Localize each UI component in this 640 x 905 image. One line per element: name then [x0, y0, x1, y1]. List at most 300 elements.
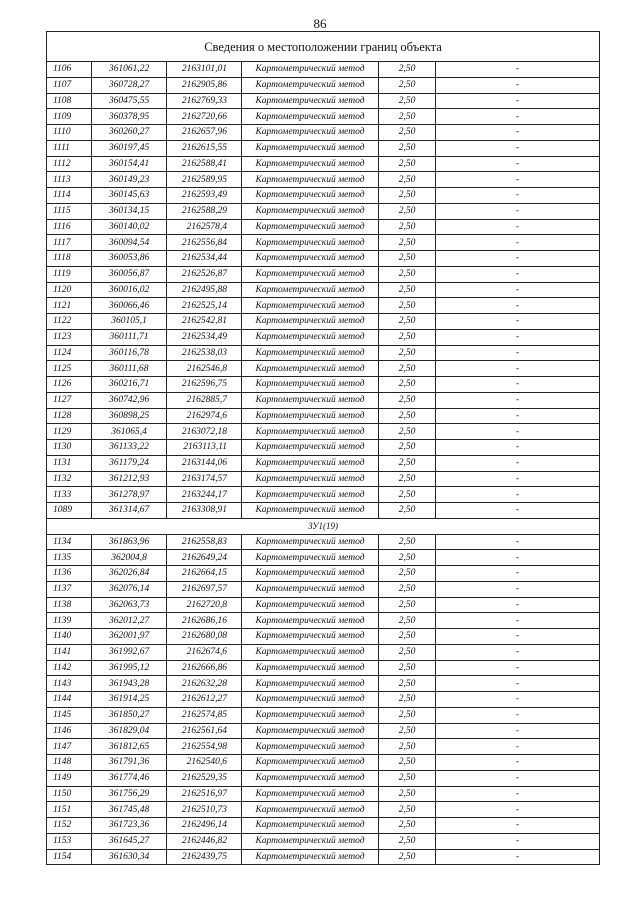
table-row — [47, 251, 600, 267]
point-number-cell: 1142 — [47, 660, 92, 676]
table-row — [47, 770, 600, 786]
note-cell: - — [436, 802, 600, 818]
note-cell: - — [436, 203, 600, 219]
method-cell: Картометрический метод — [242, 723, 379, 739]
point-number-cell: 1126 — [47, 377, 92, 393]
method-cell: Картометрический метод — [242, 172, 379, 188]
point-number-cell: 1123 — [47, 329, 92, 345]
note-cell: - — [436, 140, 600, 156]
method-cell: Картометрический метод — [242, 471, 379, 487]
note-cell: - — [436, 739, 600, 755]
method-cell: Картометрический метод — [242, 660, 379, 676]
point-number-cell: 1135 — [47, 550, 92, 566]
precision-cell: 2,50 — [379, 93, 436, 109]
method-cell: Картометрический метод — [242, 377, 379, 393]
table-row — [47, 534, 600, 550]
point-number-cell: 1140 — [47, 629, 92, 645]
y-coordinate-cell: 2162510,73 — [167, 802, 242, 818]
table-row — [47, 219, 600, 235]
point-number-cell: 1138 — [47, 597, 92, 613]
table-row — [47, 329, 600, 345]
x-coordinate-cell: 360116,78 — [92, 345, 167, 361]
note-cell: - — [436, 644, 600, 660]
method-cell: Картометрический метод — [242, 329, 379, 345]
method-cell: Картометрический метод — [242, 282, 379, 298]
point-number-cell: 1145 — [47, 707, 92, 723]
note-cell: - — [436, 62, 600, 78]
point-number-cell: 1150 — [47, 786, 92, 802]
table-row — [47, 455, 600, 471]
table-row — [47, 487, 600, 503]
note-cell: - — [436, 534, 600, 550]
table-row — [47, 345, 600, 361]
table-row — [47, 550, 600, 566]
y-coordinate-cell: 2162885,7 — [167, 392, 242, 408]
y-coordinate-cell: 2162540,6 — [167, 755, 242, 771]
x-coordinate-cell: 360016,02 — [92, 282, 167, 298]
table-row — [47, 707, 600, 723]
note-cell: - — [436, 723, 600, 739]
y-coordinate-cell: 2162534,49 — [167, 329, 242, 345]
x-coordinate-cell: 361850,27 — [92, 707, 167, 723]
precision-cell: 2,50 — [379, 770, 436, 786]
boundary-table — [46, 31, 600, 865]
y-coordinate-cell: 2162588,29 — [167, 203, 242, 219]
method-cell: Картометрический метод — [242, 786, 379, 802]
method-cell: Картометрический метод — [242, 676, 379, 692]
y-coordinate-cell: 2162974,6 — [167, 408, 242, 424]
table-row — [47, 109, 600, 125]
method-cell: Картометрический метод — [242, 93, 379, 109]
y-coordinate-cell: 2162612,27 — [167, 692, 242, 708]
y-coordinate-cell: 2162495,88 — [167, 282, 242, 298]
table-row — [47, 597, 600, 613]
x-coordinate-cell: 360728,27 — [92, 77, 167, 93]
table-row — [47, 93, 600, 109]
y-coordinate-cell: 2162720,66 — [167, 109, 242, 125]
y-coordinate-cell: 2163101,01 — [167, 62, 242, 78]
y-coordinate-cell: 2162496,14 — [167, 818, 242, 834]
method-cell: Картометрический метод — [242, 345, 379, 361]
table-row — [47, 786, 600, 802]
precision-cell: 2,50 — [379, 833, 436, 849]
point-number-cell: 1122 — [47, 314, 92, 330]
group-header-row — [47, 518, 600, 534]
note-cell: - — [436, 770, 600, 786]
precision-cell: 2,50 — [379, 77, 436, 93]
precision-cell: 2,50 — [379, 487, 436, 503]
note-cell: - — [436, 156, 600, 172]
x-coordinate-cell: 361212,93 — [92, 471, 167, 487]
precision-cell: 2,50 — [379, 172, 436, 188]
note-cell: - — [436, 818, 600, 834]
method-cell: Картометрический метод — [242, 314, 379, 330]
y-coordinate-cell: 2162720,8 — [167, 597, 242, 613]
y-coordinate-cell: 2162546,8 — [167, 361, 242, 377]
method-cell: Картометрический метод — [242, 613, 379, 629]
method-cell: Картометрический метод — [242, 534, 379, 550]
point-number-cell: 1137 — [47, 581, 92, 597]
x-coordinate-cell: 361943,28 — [92, 676, 167, 692]
x-coordinate-cell: 360111,71 — [92, 329, 167, 345]
method-cell: Картометрический метод — [242, 140, 379, 156]
x-coordinate-cell: 361133,22 — [92, 440, 167, 456]
y-coordinate-cell: 2162680,08 — [167, 629, 242, 645]
point-number-cell: 1112 — [47, 156, 92, 172]
precision-cell: 2,50 — [379, 140, 436, 156]
x-coordinate-cell: 361061,22 — [92, 62, 167, 78]
precision-cell: 2,50 — [379, 298, 436, 314]
method-cell: Картометрический метод — [242, 392, 379, 408]
table-row — [47, 676, 600, 692]
method-cell: Картометрический метод — [242, 487, 379, 503]
precision-cell: 2,50 — [379, 676, 436, 692]
precision-cell: 2,50 — [379, 62, 436, 78]
table-row — [47, 314, 600, 330]
x-coordinate-cell: 361630,34 — [92, 849, 167, 865]
note-cell: - — [436, 755, 600, 771]
point-number-cell: 1089 — [47, 503, 92, 519]
y-coordinate-cell: 2162588,41 — [167, 156, 242, 172]
y-coordinate-cell: 2162574,85 — [167, 707, 242, 723]
x-coordinate-cell: 360149,23 — [92, 172, 167, 188]
note-cell: - — [436, 613, 600, 629]
note-cell: - — [436, 471, 600, 487]
y-coordinate-cell: 2162534,44 — [167, 251, 242, 267]
y-coordinate-cell: 2162674,6 — [167, 644, 242, 660]
note-cell: - — [436, 77, 600, 93]
precision-cell: 2,50 — [379, 377, 436, 393]
x-coordinate-cell: 361745,48 — [92, 802, 167, 818]
x-coordinate-cell: 362063,73 — [92, 597, 167, 613]
point-number-cell: 1111 — [47, 140, 92, 156]
method-cell: Картометрический метод — [242, 235, 379, 251]
y-coordinate-cell: 2163308,91 — [167, 503, 242, 519]
point-number-cell: 1133 — [47, 487, 92, 503]
x-coordinate-cell: 361914,25 — [92, 692, 167, 708]
y-coordinate-cell: 2162529,35 — [167, 770, 242, 786]
y-coordinate-cell: 2162769,33 — [167, 93, 242, 109]
x-coordinate-cell: 360105,1 — [92, 314, 167, 330]
note-cell: - — [436, 597, 600, 613]
point-number-cell: 1139 — [47, 613, 92, 629]
precision-cell: 2,50 — [379, 550, 436, 566]
table-row — [47, 471, 600, 487]
method-cell: Картометрический метод — [242, 251, 379, 267]
note-cell: - — [436, 298, 600, 314]
method-cell: Картометрический метод — [242, 833, 379, 849]
table-row — [47, 298, 600, 314]
point-number-cell: 1144 — [47, 692, 92, 708]
x-coordinate-cell: 361645,27 — [92, 833, 167, 849]
x-coordinate-cell: 360216,71 — [92, 377, 167, 393]
note-cell: - — [436, 408, 600, 424]
note-cell: - — [436, 282, 600, 298]
note-cell: - — [436, 660, 600, 676]
point-number-cell: 1143 — [47, 676, 92, 692]
point-number-cell: 1154 — [47, 849, 92, 865]
y-coordinate-cell: 2162905,86 — [167, 77, 242, 93]
y-coordinate-cell: 2162538,03 — [167, 345, 242, 361]
x-coordinate-cell: 361756,29 — [92, 786, 167, 802]
x-coordinate-cell: 361278,97 — [92, 487, 167, 503]
note-cell: - — [436, 93, 600, 109]
precision-cell: 2,50 — [379, 802, 436, 818]
precision-cell: 2,50 — [379, 109, 436, 125]
x-coordinate-cell: 360094,54 — [92, 235, 167, 251]
precision-cell: 2,50 — [379, 723, 436, 739]
x-coordinate-cell: 361863,96 — [92, 534, 167, 550]
y-coordinate-cell: 2162589,95 — [167, 172, 242, 188]
x-coordinate-cell: 360898,25 — [92, 408, 167, 424]
y-coordinate-cell: 2162516,97 — [167, 786, 242, 802]
precision-cell: 2,50 — [379, 597, 436, 613]
note-cell: - — [436, 251, 600, 267]
x-coordinate-cell: 361791,36 — [92, 755, 167, 771]
precision-cell: 2,50 — [379, 188, 436, 204]
x-coordinate-cell: 360145,63 — [92, 188, 167, 204]
table-row — [47, 62, 600, 78]
point-number-cell: 1147 — [47, 739, 92, 755]
point-number-cell: 1130 — [47, 440, 92, 456]
table-row — [47, 377, 600, 393]
point-number-cell: 1127 — [47, 392, 92, 408]
x-coordinate-cell: 360053,86 — [92, 251, 167, 267]
note-cell: - — [436, 172, 600, 188]
point-number-cell: 1117 — [47, 235, 92, 251]
method-cell: Картометрический метод — [242, 581, 379, 597]
precision-cell: 2,50 — [379, 266, 436, 282]
note-cell: - — [436, 629, 600, 645]
x-coordinate-cell: 361812,65 — [92, 739, 167, 755]
table-row — [47, 833, 600, 849]
x-coordinate-cell: 360154,41 — [92, 156, 167, 172]
table-row — [47, 361, 600, 377]
x-coordinate-cell: 361995,12 — [92, 660, 167, 676]
point-number-cell: 1128 — [47, 408, 92, 424]
x-coordinate-cell: 362004,8 — [92, 550, 167, 566]
y-coordinate-cell: 2162649,24 — [167, 550, 242, 566]
note-cell: - — [436, 219, 600, 235]
point-number-cell: 1134 — [47, 534, 92, 550]
point-number-cell: 1110 — [47, 125, 92, 141]
y-coordinate-cell: 2162556,84 — [167, 235, 242, 251]
method-cell: Картометрический метод — [242, 566, 379, 582]
table-row — [47, 739, 600, 755]
method-cell: Картометрический метод — [242, 755, 379, 771]
point-number-cell: 1129 — [47, 424, 92, 440]
x-coordinate-cell: 361723,36 — [92, 818, 167, 834]
precision-cell: 2,50 — [379, 629, 436, 645]
y-coordinate-cell: 2163072,18 — [167, 424, 242, 440]
x-coordinate-cell: 361992,67 — [92, 644, 167, 660]
point-number-cell: 1125 — [47, 361, 92, 377]
note-cell: - — [436, 109, 600, 125]
point-number-cell: 1116 — [47, 219, 92, 235]
note-cell: - — [436, 455, 600, 471]
precision-cell: 2,50 — [379, 156, 436, 172]
precision-cell: 2,50 — [379, 314, 436, 330]
point-number-cell: 1107 — [47, 77, 92, 93]
method-cell: Картометрический метод — [242, 503, 379, 519]
note-cell: - — [436, 329, 600, 345]
table-row — [47, 282, 600, 298]
table-row — [47, 802, 600, 818]
x-coordinate-cell: 360260,27 — [92, 125, 167, 141]
method-cell: Картометрический метод — [242, 298, 379, 314]
x-coordinate-cell: 362012,27 — [92, 613, 167, 629]
y-coordinate-cell: 2162526,87 — [167, 266, 242, 282]
point-number-cell: 1120 — [47, 282, 92, 298]
precision-cell: 2,50 — [379, 613, 436, 629]
point-number-cell: 1109 — [47, 109, 92, 125]
y-coordinate-cell: 2162542,81 — [167, 314, 242, 330]
note-cell: - — [436, 188, 600, 204]
precision-cell: 2,50 — [379, 361, 436, 377]
note-cell: - — [436, 345, 600, 361]
method-cell: Картометрический метод — [242, 219, 379, 235]
precision-cell: 2,50 — [379, 566, 436, 582]
table-row — [47, 440, 600, 456]
note-cell: - — [436, 487, 600, 503]
group-label: ЗУ1(19) — [47, 518, 600, 534]
method-cell: Картометрический метод — [242, 408, 379, 424]
table-row — [47, 644, 600, 660]
precision-cell: 2,50 — [379, 440, 436, 456]
method-cell: Картометрический метод — [242, 440, 379, 456]
method-cell: Картометрический метод — [242, 424, 379, 440]
point-number-cell: 1148 — [47, 755, 92, 771]
note-cell: - — [436, 440, 600, 456]
method-cell: Картометрический метод — [242, 125, 379, 141]
table-row — [47, 235, 600, 251]
note-cell: - — [436, 266, 600, 282]
point-number-cell: 1153 — [47, 833, 92, 849]
precision-cell: 2,50 — [379, 203, 436, 219]
method-cell: Картометрический метод — [242, 692, 379, 708]
note-cell: - — [436, 235, 600, 251]
method-cell: Картометрический метод — [242, 849, 379, 865]
point-number-cell: 1149 — [47, 770, 92, 786]
note-cell: - — [436, 392, 600, 408]
precision-cell: 2,50 — [379, 503, 436, 519]
x-coordinate-cell: 360197,45 — [92, 140, 167, 156]
precision-cell: 2,50 — [379, 707, 436, 723]
y-coordinate-cell: 2162554,98 — [167, 739, 242, 755]
table-row — [47, 723, 600, 739]
table-header-row — [47, 32, 600, 62]
precision-cell: 2,50 — [379, 534, 436, 550]
x-coordinate-cell: 361179,24 — [92, 455, 167, 471]
table-row — [47, 755, 600, 771]
precision-cell: 2,50 — [379, 329, 436, 345]
y-coordinate-cell: 2162657,96 — [167, 125, 242, 141]
method-cell: Картометрический метод — [242, 597, 379, 613]
table-row — [47, 392, 600, 408]
precision-cell: 2,50 — [379, 786, 436, 802]
table-title: Сведения о местоположении границ объекта — [47, 32, 600, 62]
precision-cell: 2,50 — [379, 739, 436, 755]
precision-cell: 2,50 — [379, 345, 436, 361]
table-row — [47, 408, 600, 424]
point-number-cell: 1132 — [47, 471, 92, 487]
y-coordinate-cell: 2162666,86 — [167, 660, 242, 676]
method-cell: Картометрический метод — [242, 644, 379, 660]
table-row — [47, 172, 600, 188]
table-row — [47, 660, 600, 676]
point-number-cell: 1118 — [47, 251, 92, 267]
precision-cell: 2,50 — [379, 455, 436, 471]
point-number-cell: 1121 — [47, 298, 92, 314]
note-cell: - — [436, 692, 600, 708]
note-cell: - — [436, 503, 600, 519]
method-cell: Картометрический метод — [242, 818, 379, 834]
x-coordinate-cell: 360742,96 — [92, 392, 167, 408]
x-coordinate-cell: 362026,84 — [92, 566, 167, 582]
point-number-cell: 1119 — [47, 266, 92, 282]
precision-cell: 2,50 — [379, 660, 436, 676]
y-coordinate-cell: 2162439,75 — [167, 849, 242, 865]
x-coordinate-cell: 360378,95 — [92, 109, 167, 125]
y-coordinate-cell: 2163174,57 — [167, 471, 242, 487]
note-cell: - — [436, 833, 600, 849]
x-coordinate-cell: 360140,02 — [92, 219, 167, 235]
note-cell: - — [436, 377, 600, 393]
precision-cell: 2,50 — [379, 408, 436, 424]
table-row — [47, 581, 600, 597]
page-number: 86 — [313, 16, 327, 31]
precision-cell: 2,50 — [379, 282, 436, 298]
method-cell: Картометрический метод — [242, 62, 379, 78]
table-row — [47, 140, 600, 156]
point-number-cell: 1146 — [47, 723, 92, 739]
table-row — [47, 613, 600, 629]
note-cell: - — [436, 849, 600, 865]
point-number-cell: 1115 — [47, 203, 92, 219]
y-coordinate-cell: 2163113,11 — [167, 440, 242, 456]
method-cell: Картометрический метод — [242, 707, 379, 723]
y-coordinate-cell: 2162446,82 — [167, 833, 242, 849]
note-cell: - — [436, 566, 600, 582]
method-cell: Картометрический метод — [242, 109, 379, 125]
x-coordinate-cell: 360066,46 — [92, 298, 167, 314]
x-coordinate-cell: 361829,04 — [92, 723, 167, 739]
precision-cell: 2,50 — [379, 424, 436, 440]
point-number-cell: 1113 — [47, 172, 92, 188]
method-cell: Картометрический метод — [242, 361, 379, 377]
precision-cell: 2,50 — [379, 755, 436, 771]
method-cell: Картометрический метод — [242, 770, 379, 786]
point-number-cell: 1151 — [47, 802, 92, 818]
y-coordinate-cell: 2163244,17 — [167, 487, 242, 503]
x-coordinate-cell: 361065,4 — [92, 424, 167, 440]
x-coordinate-cell: 360056,87 — [92, 266, 167, 282]
note-cell: - — [436, 550, 600, 566]
precision-cell: 2,50 — [379, 251, 436, 267]
note-cell: - — [436, 581, 600, 597]
method-cell: Картометрический метод — [242, 455, 379, 471]
table-row — [47, 266, 600, 282]
note-cell: - — [436, 786, 600, 802]
table-row — [47, 77, 600, 93]
table-row — [47, 188, 600, 204]
note-cell: - — [436, 361, 600, 377]
x-coordinate-cell: 362076,14 — [92, 581, 167, 597]
y-coordinate-cell: 2162578,4 — [167, 219, 242, 235]
table-row — [47, 849, 600, 865]
table-row — [47, 629, 600, 645]
y-coordinate-cell: 2162593,49 — [167, 188, 242, 204]
